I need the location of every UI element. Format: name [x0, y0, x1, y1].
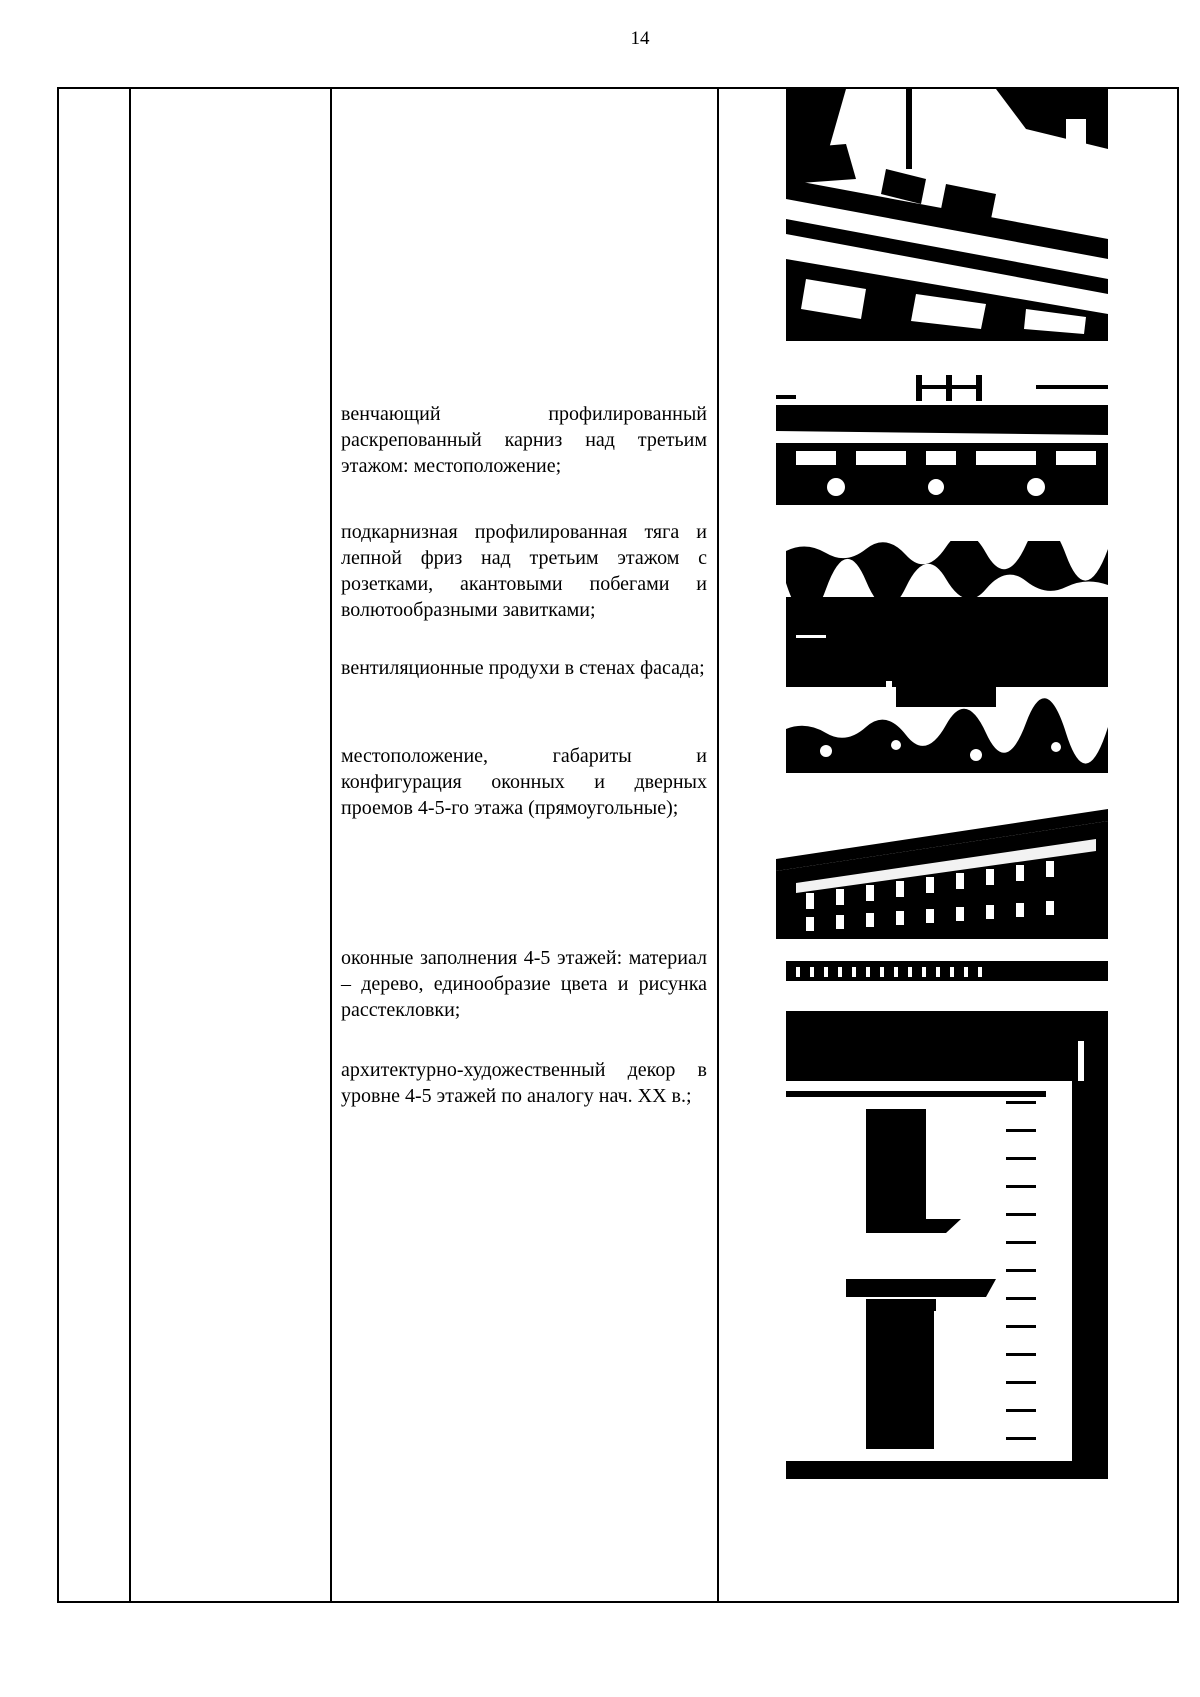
page-number: 14: [630, 28, 650, 49]
photo-cornice: [776, 375, 1108, 505]
item-vents: вентиляционные продухи в стенах фасада;: [341, 657, 705, 679]
item-openings: местоположение, габариты и конфигурация оконных и дверных проемов 4-5-го этажа (прямоугольные);: [341, 745, 707, 819]
column-divider-2: [330, 89, 332, 1601]
photo-facade-top: [786, 89, 1108, 341]
monument-table: [57, 87, 1179, 1603]
photo-frieze-vent: [786, 541, 1108, 773]
photo-facade-windows: [776, 809, 1108, 939]
photo-facade-lower: [786, 961, 1108, 1479]
item-crowning-cornice: венчающий профилированный раскрепованный карниз над третьим этажом: местоположение;: [341, 403, 707, 477]
column-divider-3: [717, 89, 719, 1601]
column-divider-1: [129, 89, 131, 1601]
item-decor: архитектурно-художественный декор в уровне 4-5 этажей по аналогу нач. XX в.;: [341, 1059, 707, 1107]
item-window-fillings: оконные заполнения 4-5 этажей: материал – дерево, единообразие цвета и рисунка расстекловки;: [341, 947, 707, 1021]
item-frieze: подкарнизная профилированная тяга и лепной фриз над третьим этажом с розетками, акантовыми побегами и волютообразными завитками;: [341, 521, 707, 621]
